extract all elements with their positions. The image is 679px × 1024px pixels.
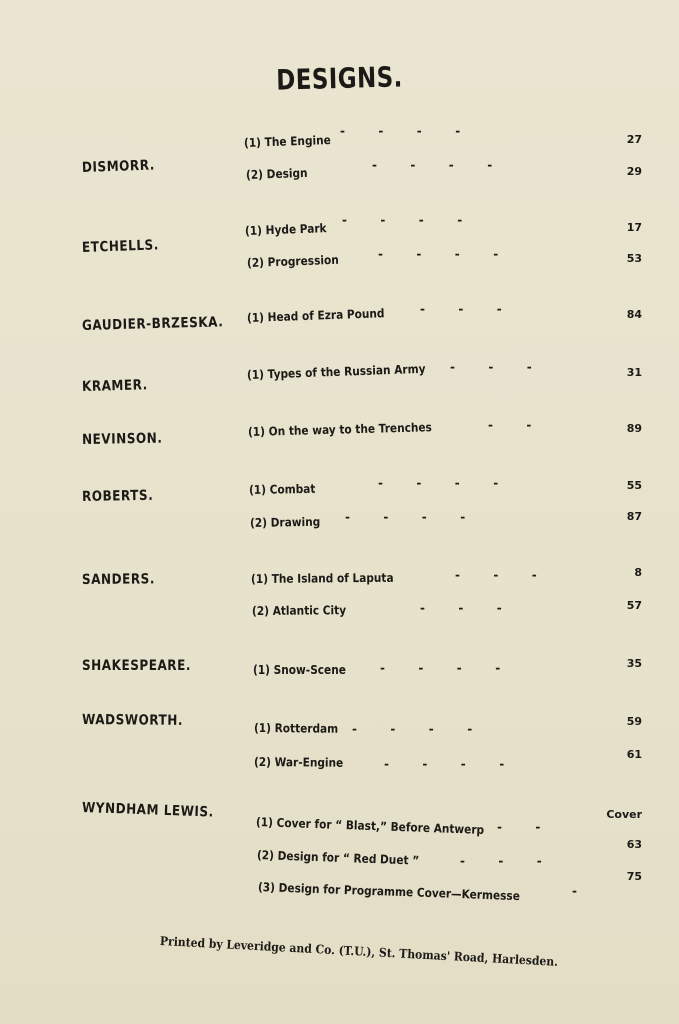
leader-dots: - - - -	[384, 757, 505, 771]
work-title: (3) Design for Programme Cover—Kermesse	[257, 880, 521, 904]
leader-dots: - - - -	[342, 213, 463, 227]
work-title: (1) The Island of Laputa	[250, 570, 394, 586]
page-title: DESIGNS.	[275, 60, 404, 97]
leader-dots: - - - -	[380, 661, 501, 675]
page-number: 17	[626, 221, 642, 234]
page-number: Cover	[606, 808, 642, 821]
leader-dots: - - -	[460, 854, 542, 868]
artist-name: ETCHELLS.	[81, 237, 160, 256]
artist-name: KRAMER.	[81, 377, 149, 395]
work-title: (1) On the way to the Trenches	[247, 420, 433, 439]
leader-dots: - - - -	[340, 124, 461, 138]
work-title: (1) Combat	[248, 481, 316, 497]
page-number: 35	[626, 657, 642, 670]
page-number: 75	[626, 870, 642, 883]
page-number: 61	[626, 748, 642, 761]
work-title: (2) Design	[245, 165, 308, 182]
work-title: (1) Snow-Scene	[253, 663, 346, 677]
page-number: 53	[626, 252, 642, 265]
work-title: (2) Drawing	[249, 514, 321, 530]
page-number: 59	[626, 715, 642, 728]
artist-name: NEVINSON.	[81, 430, 163, 448]
work-title: (1) Head of Ezra Pound	[246, 306, 385, 325]
leader-dots: - -	[497, 820, 541, 834]
artist-name: SANDERS.	[81, 571, 156, 588]
leader-dots: - - -	[420, 302, 502, 316]
leader-dots: - - -	[455, 568, 537, 582]
leader-dots: - - -	[450, 360, 532, 374]
page-number: 29	[626, 165, 642, 178]
page-number: 84	[626, 308, 642, 321]
artist-name: WADSWORTH.	[81, 712, 184, 729]
page-number: 55	[626, 479, 642, 492]
artist-name: GAUDIER-BRZESKA.	[81, 314, 224, 334]
work-title: (2) Progression	[246, 252, 339, 270]
printer-imprint: Printed by Leveridge and Co. (T.U.), St. Thomas' Road, Harlesden.	[159, 934, 559, 969]
artist-name: WYNDHAM LEWIS.	[81, 800, 214, 821]
page-number: 27	[626, 133, 642, 146]
work-title: (2) Atlantic City	[251, 603, 347, 618]
work-title: (2) Design for “ Red Duet ”	[256, 848, 420, 868]
leader-dots: - - - -	[345, 510, 466, 524]
page-number: 57	[626, 599, 642, 612]
leader-dots: - - - -	[372, 158, 493, 172]
work-title: (1) Hyde Park	[244, 221, 327, 238]
leader-dots: - - - -	[378, 247, 499, 261]
page-number: 63	[626, 838, 642, 851]
work-title: (2) War-Engine	[253, 755, 344, 770]
page-number: 8	[634, 566, 642, 579]
artist-name: DISMORR.	[81, 157, 156, 176]
leader-dots: - - - -	[378, 476, 499, 490]
work-title: (1) Rotterdam	[253, 721, 339, 736]
leader-dots: -	[572, 884, 577, 898]
page-number: 87	[626, 510, 642, 523]
work-title: (1) The Engine	[243, 132, 332, 150]
work-title: (1) Cover for “ Blast,” Before Antwerp	[255, 815, 485, 837]
work-title: (1) Types of the Russian Army	[246, 361, 426, 382]
leader-dots: - - -	[420, 601, 502, 615]
artist-name: ROBERTS.	[81, 487, 154, 505]
page-number: 89	[626, 422, 642, 435]
leader-dots: - - - -	[352, 722, 473, 736]
page-number: 31	[626, 366, 642, 379]
leader-dots: - -	[488, 418, 532, 432]
artist-name: SHAKESPEARE.	[82, 658, 191, 674]
